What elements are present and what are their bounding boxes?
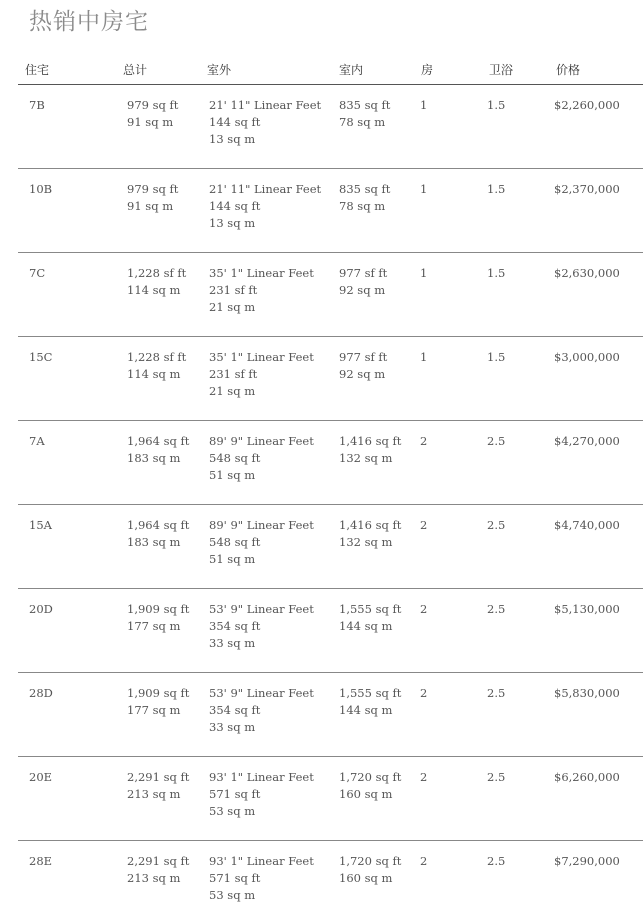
indoor-area-cell-line: 977 sf ft xyxy=(339,350,388,364)
outdoor-area-cell xyxy=(209,517,314,568)
rooms-cell: 1 xyxy=(420,350,428,364)
header-outdoor[interactable]: 室外 xyxy=(207,63,232,77)
total-area-cell-line: 2,291 sq ft xyxy=(127,854,190,868)
total-area-cell xyxy=(127,769,189,803)
residences-table xyxy=(18,56,643,924)
indoor-area-cell-line: 132 sq m xyxy=(339,451,393,465)
indoor-area-cell-line: 977 sf ft xyxy=(339,266,388,280)
outdoor-area-cell-line: 21 sq m xyxy=(209,384,256,398)
outdoor-area-cell xyxy=(209,97,321,148)
indoor-area-cell xyxy=(339,601,401,635)
indoor-area-cell-line: 92 sq m xyxy=(339,283,386,297)
indoor-area-cell-line: 144 sq m xyxy=(339,703,393,717)
table-row[interactable] xyxy=(18,757,643,841)
baths-cell: 2.5 xyxy=(487,518,506,532)
total-area-cell-line: 213 sq m xyxy=(127,787,181,801)
total-area-cell xyxy=(127,685,189,719)
page-title: 热销中房宅 xyxy=(29,9,149,35)
total-area-cell-line: 1,964 sq ft xyxy=(127,518,190,532)
outdoor-area-cell xyxy=(209,853,314,904)
outdoor-area-cell-line: 571 sq ft xyxy=(209,787,261,801)
outdoor-area-cell-line: 53' 9" Linear Feet xyxy=(209,602,314,616)
total-area-cell-line: 1,909 sq ft xyxy=(127,602,190,616)
total-area-cell-line: 979 sq ft xyxy=(127,182,179,196)
price-cell: $7,290,000 xyxy=(554,854,620,868)
outdoor-area-cell-line: 13 sq m xyxy=(209,132,256,146)
rooms-cell: 1 xyxy=(420,182,428,196)
total-area-cell-line: 177 sq m xyxy=(127,703,181,717)
total-area-cell xyxy=(127,433,189,467)
header-rooms[interactable]: 房 xyxy=(421,63,434,77)
outdoor-area-cell-line: 231 sf ft xyxy=(209,283,258,297)
table-row[interactable] xyxy=(18,589,643,673)
rooms-cell: 2 xyxy=(420,770,428,784)
total-area-cell-line: 183 sq m xyxy=(127,535,181,549)
total-area-cell-line: 979 sq ft xyxy=(127,98,179,112)
header-total[interactable]: 总计 xyxy=(123,63,148,77)
unit-cell: 7C xyxy=(29,266,46,280)
price-cell: $5,830,000 xyxy=(554,686,620,700)
outdoor-area-cell-line: 548 sq ft xyxy=(209,535,261,549)
unit-cell: 10B xyxy=(29,182,53,196)
price-cell: $2,260,000 xyxy=(554,98,620,112)
total-area-cell-line: 213 sq m xyxy=(127,871,181,885)
price-cell: $3,000,000 xyxy=(554,350,620,364)
indoor-area-cell-line: 1,416 sq ft xyxy=(339,434,402,448)
baths-cell: 2.5 xyxy=(487,686,506,700)
indoor-area-cell-line: 132 sq m xyxy=(339,535,393,549)
rooms-cell: 2 xyxy=(420,518,428,532)
outdoor-area-cell-line: 354 sq ft xyxy=(209,619,261,633)
outdoor-area-cell-line: 53' 9" Linear Feet xyxy=(209,686,314,700)
total-area-cell-line: 91 sq m xyxy=(127,199,174,213)
unit-cell: 7A xyxy=(29,434,45,448)
outdoor-area-cell xyxy=(209,601,314,652)
indoor-area-cell-line: 160 sq m xyxy=(339,787,393,801)
outdoor-area-cell-line: 33 sq m xyxy=(209,720,256,734)
outdoor-area-cell-line: 53 sq m xyxy=(209,888,256,902)
table-body xyxy=(18,85,643,924)
indoor-area-cell-line: 835 sq ft xyxy=(339,98,391,112)
total-area-cell xyxy=(127,601,189,635)
indoor-area-cell-line: 78 sq m xyxy=(339,199,386,213)
baths-cell: 1.5 xyxy=(487,98,506,112)
price-cell: $6,260,000 xyxy=(554,770,620,784)
table-row[interactable] xyxy=(18,673,643,757)
outdoor-area-cell-line: 89' 9" Linear Feet xyxy=(209,434,314,448)
unit-cell: 28E xyxy=(29,854,53,868)
baths-cell: 2.5 xyxy=(487,854,506,868)
unit-cell: 15A xyxy=(29,518,52,532)
baths-cell: 1.5 xyxy=(487,266,506,280)
indoor-area-cell-line: 144 sq m xyxy=(339,619,393,633)
rooms-cell: 2 xyxy=(420,434,428,448)
rooms-cell: 2 xyxy=(420,602,428,616)
price-cell: $2,630,000 xyxy=(554,266,620,280)
outdoor-area-cell xyxy=(209,769,314,820)
total-area-cell-line: 1,228 sf ft xyxy=(127,266,187,280)
table-row[interactable] xyxy=(18,85,643,169)
outdoor-area-cell-line: 13 sq m xyxy=(209,216,256,230)
header-baths[interactable]: 卫浴 xyxy=(489,63,514,77)
header-indoor[interactable]: 室内 xyxy=(339,63,364,77)
header-price[interactable]: 价格 xyxy=(556,63,581,77)
indoor-area-cell xyxy=(339,433,401,467)
outdoor-area-cell-line: 144 sq ft xyxy=(209,115,261,129)
total-area-cell-line: 114 sq m xyxy=(127,283,181,297)
unit-cell: 28D xyxy=(29,686,53,700)
table-header xyxy=(18,56,643,85)
indoor-area-cell xyxy=(339,685,401,719)
rooms-cell: 2 xyxy=(420,686,428,700)
table-row[interactable] xyxy=(18,337,643,421)
price-cell: $5,130,000 xyxy=(554,602,620,616)
total-area-cell-line: 177 sq m xyxy=(127,619,181,633)
price-cell: $4,270,000 xyxy=(554,434,620,448)
total-area-cell-line: 1,909 sq ft xyxy=(127,686,190,700)
outdoor-area-cell-line: 548 sq ft xyxy=(209,451,261,465)
outdoor-area-cell-line: 53 sq m xyxy=(209,804,256,818)
indoor-area-cell xyxy=(339,181,390,215)
indoor-area-cell xyxy=(339,349,387,383)
indoor-area-cell xyxy=(339,769,401,803)
outdoor-area-cell-line: 93' 1" Linear Feet xyxy=(209,770,314,784)
rooms-cell: 1 xyxy=(420,266,428,280)
baths-cell: 1.5 xyxy=(487,350,506,364)
indoor-area-cell-line: 1,416 sq ft xyxy=(339,518,402,532)
indoor-area-cell xyxy=(339,265,387,299)
outdoor-area-cell-line: 93' 1" Linear Feet xyxy=(209,854,314,868)
outdoor-area-cell-line: 144 sq ft xyxy=(209,199,261,213)
unit-cell: 15C xyxy=(29,350,53,364)
total-area-cell xyxy=(127,97,178,131)
outdoor-area-cell-line: 33 sq m xyxy=(209,636,256,650)
price-cell: $4,740,000 xyxy=(554,518,620,532)
outdoor-area-cell xyxy=(209,181,321,232)
outdoor-area-cell-line: 21 sq m xyxy=(209,300,256,314)
total-area-cell xyxy=(127,853,189,887)
indoor-area-cell-line: 160 sq m xyxy=(339,871,393,885)
rooms-cell: 2 xyxy=(420,854,428,868)
outdoor-area-cell-line: 21' 11" Linear Feet xyxy=(209,98,322,112)
indoor-area-cell xyxy=(339,853,401,887)
outdoor-area-cell-line: 89' 9" Linear Feet xyxy=(209,518,314,532)
price-cell: $2,370,000 xyxy=(554,182,620,196)
total-area-cell xyxy=(127,349,186,383)
total-area-cell-line: 183 sq m xyxy=(127,451,181,465)
outdoor-area-cell xyxy=(209,265,314,316)
total-area-cell-line: 114 sq m xyxy=(127,367,181,381)
outdoor-area-cell-line: 35' 1" Linear Feet xyxy=(209,350,314,364)
total-area-cell-line: 2,291 sq ft xyxy=(127,770,190,784)
total-area-cell xyxy=(127,265,186,299)
outdoor-area-cell-line: 51 sq m xyxy=(209,468,256,482)
unit-cell: 20D xyxy=(29,602,53,616)
indoor-area-cell-line: 78 sq m xyxy=(339,115,386,129)
table-row[interactable] xyxy=(18,421,643,505)
table-row[interactable] xyxy=(18,253,643,337)
outdoor-area-cell xyxy=(209,349,314,400)
outdoor-area-cell-line: 21' 11" Linear Feet xyxy=(209,182,322,196)
indoor-area-cell-line: 1,720 sq ft xyxy=(339,854,402,868)
indoor-area-cell-line: 835 sq ft xyxy=(339,182,391,196)
total-area-cell xyxy=(127,517,189,551)
outdoor-area-cell-line: 231 sf ft xyxy=(209,367,258,381)
baths-cell: 2.5 xyxy=(487,434,506,448)
table-row[interactable] xyxy=(18,505,643,589)
indoor-area-cell-line: 92 sq m xyxy=(339,367,386,381)
outdoor-area-cell xyxy=(209,685,314,736)
outdoor-area-cell-line: 51 sq m xyxy=(209,552,256,566)
baths-cell: 2.5 xyxy=(487,770,506,784)
rooms-cell: 1 xyxy=(420,98,428,112)
table-row[interactable] xyxy=(18,169,643,253)
total-area-cell xyxy=(127,181,178,215)
indoor-area-cell xyxy=(339,517,401,551)
baths-cell: 2.5 xyxy=(487,602,506,616)
unit-cell: 20E xyxy=(29,770,53,784)
total-area-cell-line: 91 sq m xyxy=(127,115,174,129)
indoor-area-cell-line: 1,720 sq ft xyxy=(339,770,402,784)
table-row[interactable] xyxy=(18,841,643,924)
baths-cell: 1.5 xyxy=(487,182,506,196)
outdoor-area-cell-line: 35' 1" Linear Feet xyxy=(209,266,314,280)
header-unit[interactable]: 住宅 xyxy=(25,63,50,77)
outdoor-area-cell-line: 571 sq ft xyxy=(209,871,261,885)
outdoor-area-cell-line: 354 sq ft xyxy=(209,703,261,717)
indoor-area-cell-line: 1,555 sq ft xyxy=(339,602,402,616)
indoor-area-cell-line: 1,555 sq ft xyxy=(339,686,402,700)
unit-cell: 7B xyxy=(29,98,45,112)
total-area-cell-line: 1,228 sf ft xyxy=(127,350,187,364)
total-area-cell-line: 1,964 sq ft xyxy=(127,434,190,448)
outdoor-area-cell xyxy=(209,433,314,484)
indoor-area-cell xyxy=(339,97,390,131)
